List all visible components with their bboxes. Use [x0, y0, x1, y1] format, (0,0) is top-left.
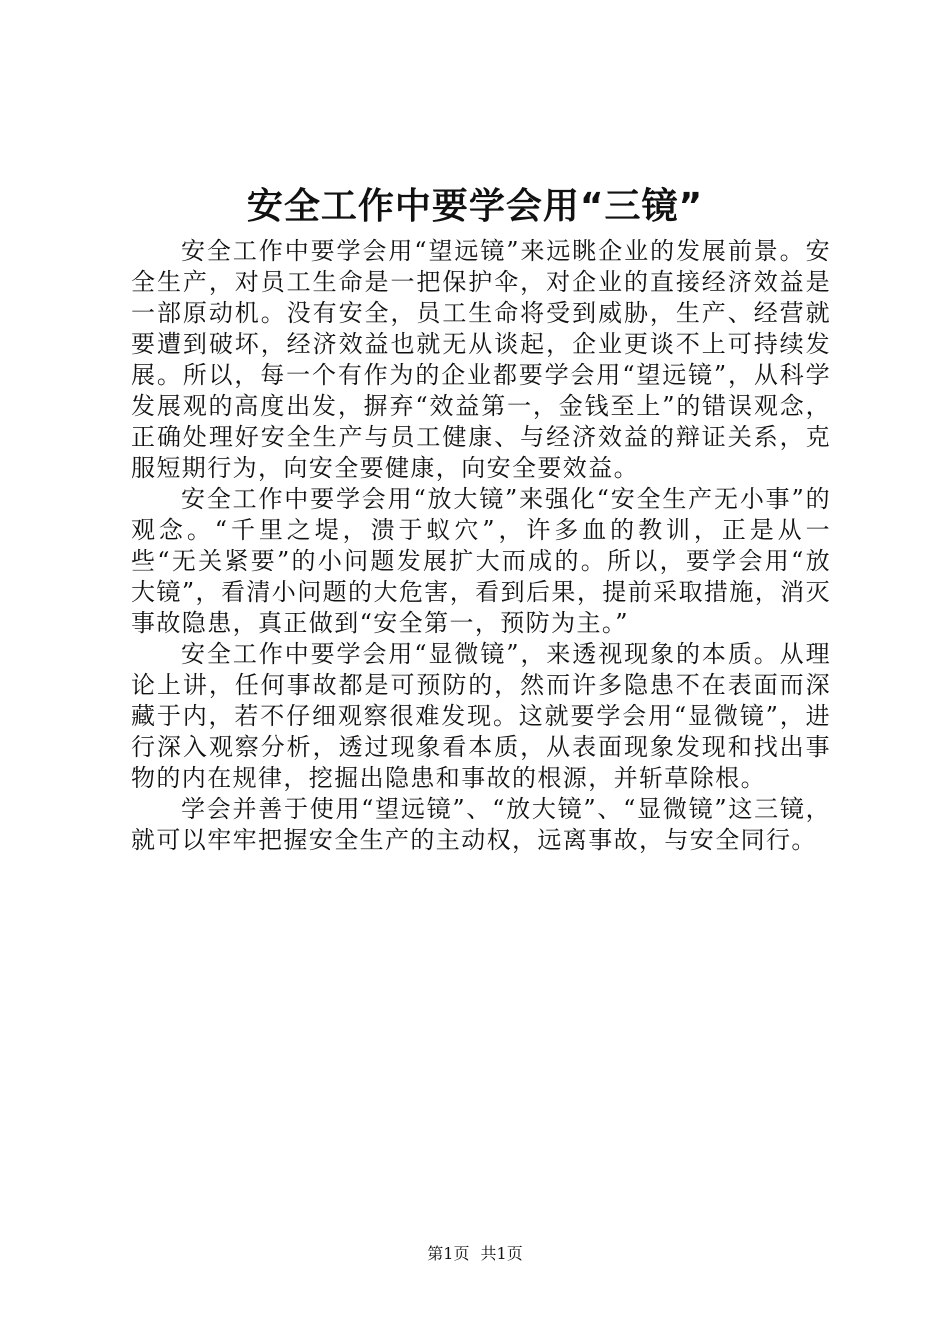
paragraph-telescope: 安全工作中要学会用“望远镜”来远眺企业的发展前景。安全生产，对员工生命是一把保护伞，对企业的直接经济效益是一部原动机。没有安全，员工生命将受到威胁，生产、经营就要遭到破坏，经济效益也就无从谈起，企业更谈不上可持续发展。所以，每一个有作为的企业都要学会用“望远镜”，从科学发展观的高度出发，摒弃“效益第一，金钱至上”的错误观念，正确处理好安全生产与员工健康、与经济效益的辩证关系，克服短期行为，向安全要健康，向安全要效益。: [131, 237, 831, 482]
document-body: [131, 236, 831, 856]
page-total: 共1页: [480, 1244, 523, 1263]
document-title: 安全工作中要学会用“三镜”: [246, 186, 704, 227]
paragraph-microscope: 安全工作中要学会用“显微镜”，来透视现象的本质。从理论上讲，任何事故都是可预防的，然而许多隐患不在表面而深藏于内，若不仔细观察很难发现。这就要学会用“显微镜”，进行深入观察分析，透过现象看本质，从表面现象发现和找出事物的内在规律，挖掘出隐患和事故的根源，并斩草除根。: [131, 640, 831, 792]
page-footer: [0, 1242, 950, 1266]
page-number: 第1页: [427, 1244, 470, 1263]
paragraph-conclusion: 学会并善于使用“望远镜”、“放大镜”、“显微镜”这三镜，就可以牢牢把握安全生产的主动权，远离事故，与安全同行。: [131, 795, 831, 854]
paragraph-magnifier: 安全工作中要学会用“放大镜”来强化“安全生产无小事”的观念。“千里之堤，溃于蚁穴”，许多血的教训，正是从一些“无关紧要”的小问题发展扩大而成的。所以，要学会用“放大镜”，看清小问题的大危害，看到后果，提前采取措施，消灭事故隐患，真正做到“安全第一，预防为主。”: [131, 485, 831, 637]
